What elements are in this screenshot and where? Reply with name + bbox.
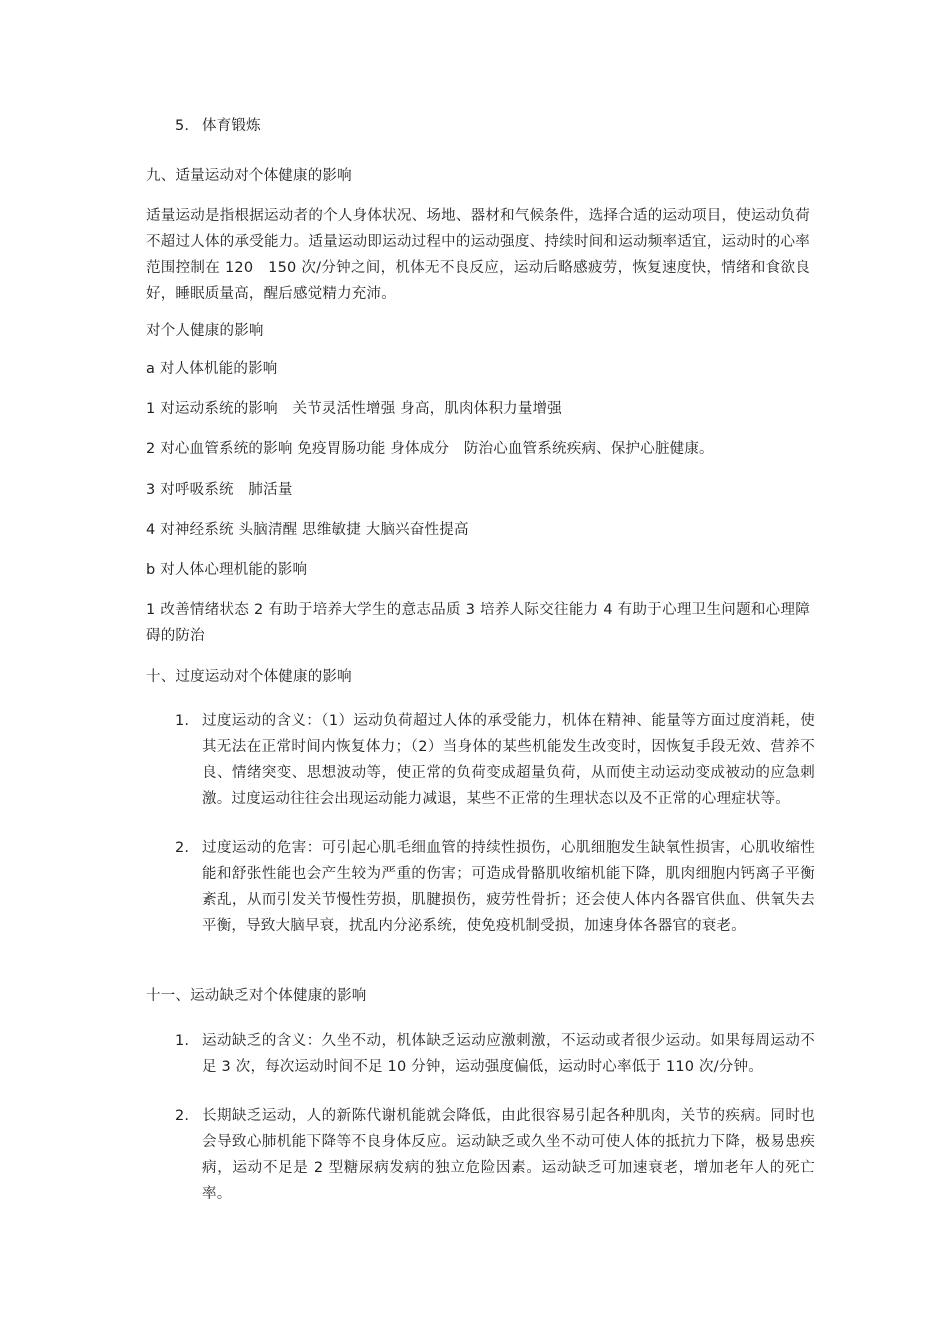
list-text: 长期缺乏运动，人的新陈代谢机能就会降低，由此很容易引起各种肌肉，关节的疾病。同时也会导致心肺机能下降等不良身体反应。运动缺乏或久坐不动可使人体的抵抗力下降，极易患疾病，运动不足是 2 型糖尿病发病的独立危险因素。运动缺乏可加速衰老，增加老年人的死亡率。 xyxy=(202,1108,815,1202)
section-9-intro: 适量运动是指根据运动者的个人身体状况、场地、器材和气候条件，选择合适的运动项目，使运动负荷不超过人体的承受能力。适量运动即运动过程中的运动强度、持续时间和运动频率适宜，运动时的心率范围控制在 120 150 次/分钟之间，机体无不良反应，运动后略感疲劳，恢复速度快，情绪和食欲良好，睡眠质量高，醒后感觉精力充沛。 xyxy=(146,208,810,302)
section-10-item-2 xyxy=(175,835,815,939)
section-9-a-item: 2 对心血管系统的影响 免疫胃肠功能 身体成分 防治心血管系统疾病、保护心脏健康。 xyxy=(146,441,714,457)
list-text: 体育锻炼 xyxy=(202,118,261,134)
list-number: 2. xyxy=(175,1108,190,1124)
section-11-heading: 十一、运动缺乏对个体健康的影响 xyxy=(146,988,367,1004)
list-number: 1. xyxy=(175,1033,190,1049)
section-9-a-heading: a 对人体机能的影响 xyxy=(146,361,278,377)
section-10-item-1 xyxy=(175,708,815,812)
section-9-b-text: 1 改善情绪状态 2 有助于培养大学生的意志品质 3 培养人际交往能力 4 有助于心理卫生问题和心理障碍的防治 xyxy=(146,602,810,644)
section-9-subheading: 对个人健康的影响 xyxy=(146,323,264,339)
section-9-b-heading: b 对人体心理机能的影响 xyxy=(146,562,308,578)
list-number: 2. xyxy=(175,840,190,856)
section-11-item-1 xyxy=(175,1028,815,1080)
list-text: 运动缺乏的含义：久坐不动，机体缺乏运动应激刺激，不运动或者很少运动。如果每周运动不足 3 次，每次运动时间不足 10 分钟，运动强度偏低，运动时心率低于 110 次/分钟。 xyxy=(202,1033,815,1075)
section-9-heading: 九、适量运动对个体健康的影响 xyxy=(146,168,352,184)
list-text: 过度运动的含义：（1）运动负荷超过人体的承受能力，机体在精神、能量等方面过度消耗，使其无法在正常时间内恢复体力；（2）当身体的某些机能发生改变时，因恢复手段无效、营养不良、情绪突变、思想波动等，使正常的负荷变成超量负荷，从而使主动运动变成被动的应急刺激。过度运动往往会出现运动能力减退，某些不正常的生理状态以及不正常的心理症状等。 xyxy=(202,713,815,807)
list-item-5 xyxy=(175,113,815,139)
section-9-a-item: 3 对呼吸系统 肺活量 xyxy=(146,482,293,498)
section-11-item-2 xyxy=(175,1103,815,1207)
list-text: 过度运动的危害：可引起心肌毛细血管的持续性损伤，心肌细胞发生缺氧性损害，心肌收缩性能和舒张性能也会产生较为严重的伤害；可造成骨骼肌收缩机能下降，肌肉细胞内钙离子平衡紊乱，从而引发关节慢性劳损，肌腱损伤，疲劳性骨折；还会使人体内各器官供血、供氧失去平衡，导致大脑早衰，扰乱内分泌系统，使免疫机制受损，加速身体各器官的衰老。 xyxy=(202,840,815,934)
section-9-a-item: 1 对运动系统的影响 关节灵活性增强 身高，肌肉体积力量增强 xyxy=(146,401,562,417)
list-number: 1. xyxy=(175,713,190,729)
list-number: 5. xyxy=(175,118,190,134)
section-9-a-item: 4 对神经系统 头脑清醒 思维敏捷 大脑兴奋性提高 xyxy=(146,522,469,538)
section-10-heading: 十、过度运动对个体健康的影响 xyxy=(146,669,352,685)
